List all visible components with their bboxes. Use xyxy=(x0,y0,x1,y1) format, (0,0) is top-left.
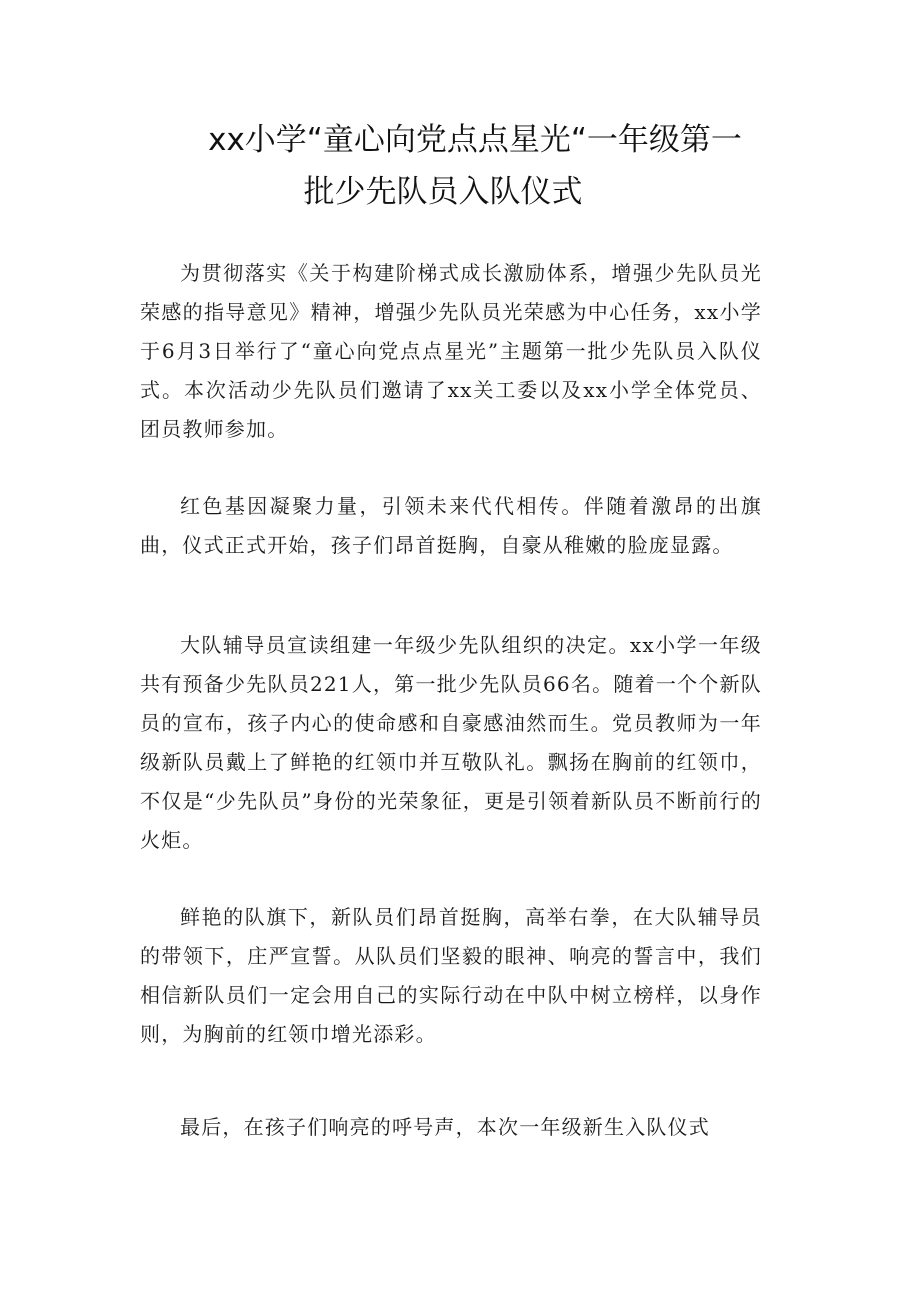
paragraph-4: 鲜艳的队旗下，新队员们昂首挺胸，高举右拳，在大队辅导员的带领下，庄严宣誓。从队员们坚毅的眼神、响亮的誓言中，我们相信新队员们一定会用自己的实际行动在中队中树立榜样，以身作则，为胸前的红领巾增光添彩。 xyxy=(140,905,762,1046)
paragraph-1: 为贯彻落实《关于构建阶梯式成长激励体系，增强少先队员光荣感的指导意见》精神，增强少先队员光荣感为中心任务，xx小学于6月3日举行了“童心向党点点星光”主题第一批少先队员入队仪式。本次活动少先队员们邀请了xx关工委以及xx小学全体党员、团员教师参加。 xyxy=(140,261,762,441)
paragraph-2: 红色基因凝聚力量，引领未来代代相传。伴随着激昂的出旗曲，仪式正式开始，孩子们昂首挺胸，自豪从稚嫩的脸庞显露。 xyxy=(140,494,762,557)
document-title-line-2: 批少先队员入队仪式 xyxy=(303,174,583,210)
document-title-line-1: xx小学“童心向党点点星光“一年级第一 xyxy=(208,122,742,158)
paragraph-3: 大队辅导员宣读组建一年级少先队组织的决定。xx小学一年级共有预备少先队员221人，第一批少先队员66名。随着一个个新队员的宣布，孩子内心的使命感和自豪感油然而生。党员教师为一年级新队员戴上了鲜艳的红领巾并互敬队礼。飘扬在胸前的红领巾，不仅是“少先队员”身份的光荣象征，更是引领着新队员不断前行的火炬。 xyxy=(140,633,762,852)
paragraph-5: 最后，在孩子们响亮的呼号声，本次一年级新生入队仪式 xyxy=(180,1115,710,1139)
